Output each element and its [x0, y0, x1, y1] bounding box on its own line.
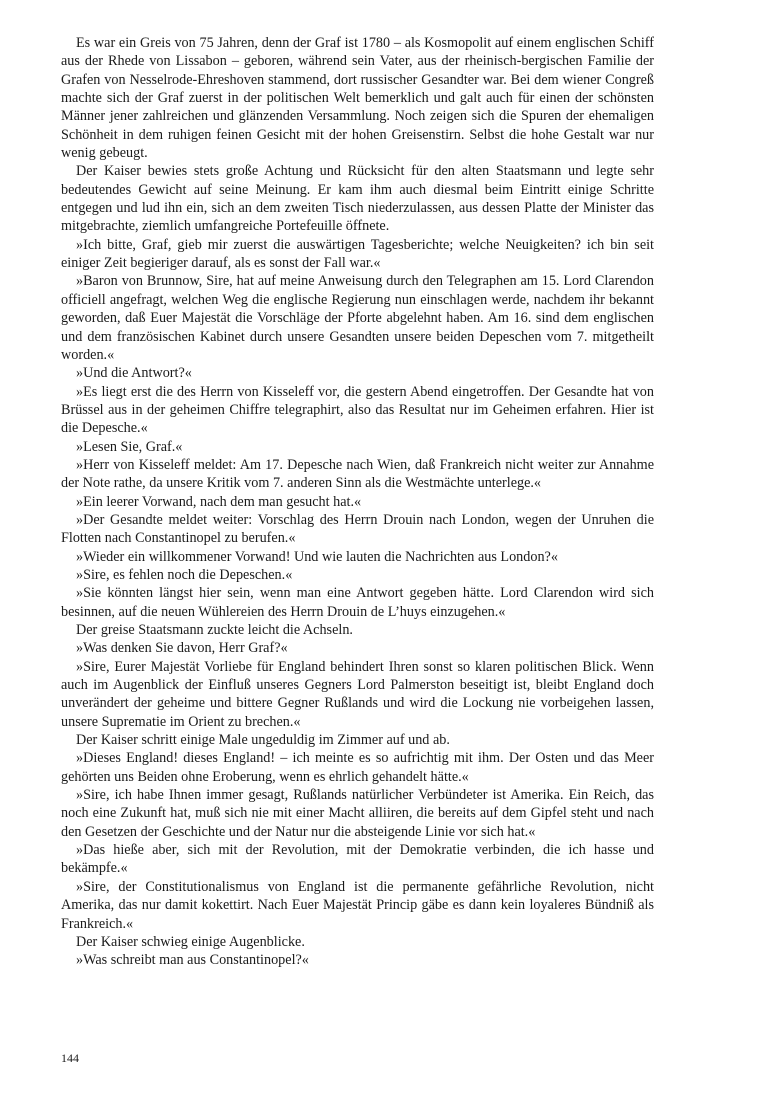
paragraph: »Der Gesandte meldet weiter: Vorschlag des Herrn Drouin nach London, wegen der Unruhen die Flotten nach Constantinopel zu berufen.«	[61, 511, 654, 547]
paragraph: »Ein leerer Vorwand, nach dem man gesucht hat.«	[76, 493, 362, 510]
body-text	[61, 34, 654, 970]
page-number: 144	[61, 1051, 79, 1065]
paragraph: »Sire, der Constitutionalismus von England ist die permanente gefährliche Revolution, nicht Amerika, das nur damit kokettirt. Nach Euer Majestät Princip gäbe es dann kein loyaleres Bündniß als Frankreich.«	[61, 878, 654, 932]
paragraph: »Wieder ein willkommener Vorwand! Und wie lauten die Nachrichten aus London?«	[76, 548, 558, 565]
paragraph: Der greise Staatsmann zuckte leicht die Achseln.	[76, 622, 353, 638]
paragraph: »Sie könnten längst hier sein, wenn man eine Antwort gegeben hätte. Lord Clarendon wird sich besinnen, auf die neuen Wühlereien des Herrn Drouin de L’huys einzugehen.«	[61, 585, 654, 620]
paragraph: »Lesen Sie, Graf.«	[76, 438, 183, 455]
paragraph: Der Kaiser bewies stets große Achtung und Rücksicht für den alten Staatsmann und legte sehr bedeutendes Gewicht auf seine Meinung. Er kam ihm auch diesmal beim Eintritt einige Schritte entgegen und lud ihn ein, sich an dem zweiten Tisch niederzulassen, aus dessen Platte der Minister das mitgebrachte, ziemlich umfangreiche Portefeuille öffnete.	[61, 163, 654, 235]
paragraph: »Sire, ich habe Ihnen immer gesagt, Rußlands natürlicher Verbündeter ist Amerika. Ein Reich, das noch eine Zukunft hat, muß sich nie mit einer Macht alliiren, die bereits auf dem Gipfel steht und nach den Gesetzen der Geschichte und der Natur nur die absteigende Linie vor sich hat.«	[61, 787, 654, 840]
paragraph: Es war ein Greis von 75 Jahren, denn der Graf ist 1780 – als Kosmopolit auf einem englischen Schiff aus der Rhede von Lissabon – geboren, während sein Vater, aus der rheinisch-bergischen Familie der Grafen von Nesselrode-Ehreshoven stammend, dort russischer Gesandter war. Bei dem wiener Congreß machte sich der Graf zuerst in der politischen Welt bemerklich und galt auch für einen der schönsten Männer jener zahlreichen und glänzenden Versammlung. Noch zeigen sich die Spuren der ehemaligen Schönheit in dem ruhigen feinen Gesicht mit der hohen Greisenstirn. Selbst die hohe Gestalt war nur wenig gebeugt.	[61, 35, 654, 162]
paragraph: »Sire, es fehlen noch die Depeschen.«	[76, 566, 293, 583]
paragraph: Der Kaiser schritt einige Male ungeduldig im Zimmer auf und ab.	[76, 732, 450, 749]
paragraph: »Ich bitte, Graf, gieb mir zuerst die auswärtigen Tagesberichte; welche Neuigkeiten? ich bin seit einiger Zeit begieriger darauf, als es sonst der Fall war.«	[61, 236, 654, 272]
paragraph: Der Kaiser schwieg einige Augenblicke.	[76, 933, 305, 950]
paragraph: »Was denken Sie davon, Herr Graf?«	[76, 640, 288, 657]
paragraph: »Dieses England! dieses England! – ich meinte es so aufrichtig mit ihm. Der Osten und das Meer gehörten uns Beiden ohne Eroberung, wenn es ehrlich gehandelt hätte.«	[61, 750, 654, 785]
paragraph: »Das hieße aber, sich mit der Revolution, mit der Demokratie verbinden, die ich hasse und bekämpfe.«	[61, 842, 654, 877]
paragraph: »Es liegt erst die des Herrn von Kisseleff vor, die gestern Abend eingetroffen. Der Gesandte hat von Brüssel aus in der geheimen Chiffre telegraphirt, also das Resultat nur im Geheimen erfahren. Hier ist die Depesche.«	[61, 383, 654, 437]
paragraph: »Herr von Kisseleff meldet: Am 17. Depesche nach Wien, daß Frankreich nicht weiter zur Annahme der Note rathe, da unsere Kritik vom 7. anderen Sinn als die Westmächte unterlege.«	[61, 456, 654, 492]
paragraph: »Sire, Eurer Majestät Vorliebe für England behindert Ihren sonst so klaren politischen Blick. Wenn auch im Augenblick der Einfluß unseres Gegners Lord Palmerston beseitigt ist, bleibt England doch unverändert der geheime und bittere Gegner Rußlands und wird die Lockung nie vorbeigehen lassen, unsere Suprematie im Orient zu brechen.«	[61, 658, 654, 730]
paragraph: »Was schreibt man aus Constantinopel?«	[76, 952, 309, 969]
paragraph: »Baron von Brunnow, Sire, hat auf meine Anweisung durch den Telegraphen am 15. Lord Clarendon officiell angefragt, welchen Weg die englische Regierung nun einschlagen werde, nachdem ihr bekannt geworden, daß Euer Majestät die Vorschläge der Pforte abgelehnt haben. Am 16. sind dem englischen und dem französischen Kabinet durch unsere Gesandten unsere beiden Depeschen vom 7. mitgetheilt worden.«	[61, 273, 654, 363]
paragraph: »Und die Antwort?«	[76, 365, 192, 382]
